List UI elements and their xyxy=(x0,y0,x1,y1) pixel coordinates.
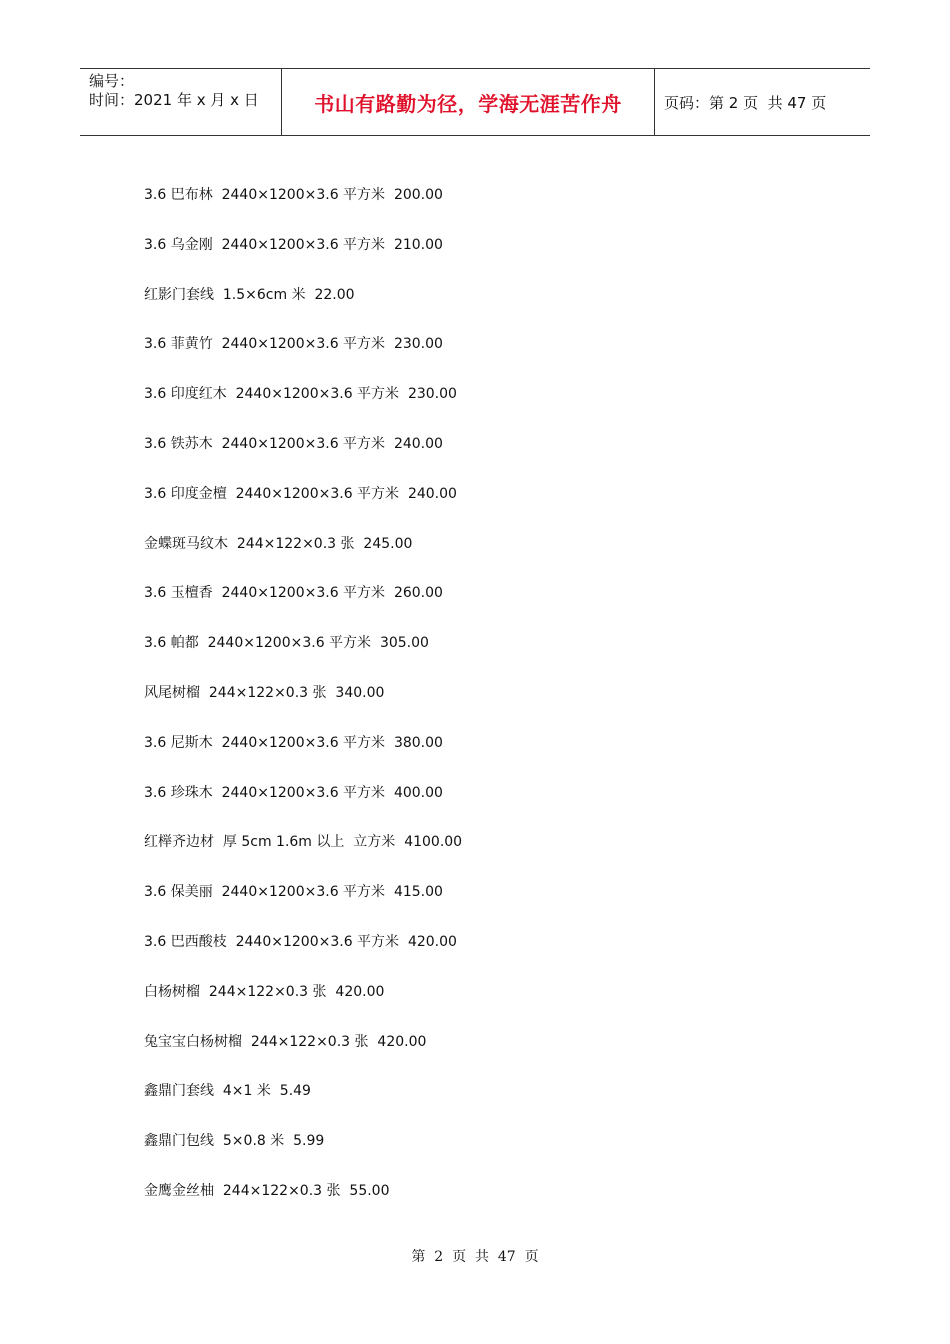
list-item: 红影门套线 1.5×6cm 米 22.00 xyxy=(144,286,355,303)
header-divider-right xyxy=(654,69,655,135)
page-footer: 第 2 页 共 47 页 xyxy=(411,1249,539,1265)
list-item: 红榉齐边材 厚 5cm 1.6m 以上 立方米 4100.00 xyxy=(144,834,463,851)
list-item: 白杨树榴 244×122×0.3 张 420.00 xyxy=(144,983,385,1000)
header-meta xyxy=(89,72,259,110)
list-item: 3.6 玉檀香 2440×1200×3.6 平方米 260.00 xyxy=(144,585,443,602)
list-item: 风尾树榴 244×122×0.3 张 340.00 xyxy=(144,684,385,701)
list-item: 3.6 巴西酸枝 2440×1200×3.6 平方米 420.00 xyxy=(144,933,457,950)
list-item: 3.6 印度金檀 2440×1200×3.6 平方米 240.00 xyxy=(144,485,457,502)
document-number-label: 编号： xyxy=(89,72,135,90)
list-item: 3.6 菲黄竹 2440×1200×3.6 平方米 230.00 xyxy=(144,336,443,353)
list-item: 3.6 铁苏木 2440×1200×3.6 平方米 240.00 xyxy=(144,435,443,452)
list-item: 3.6 巴布林 2440×1200×3.6 平方米 200.00 xyxy=(144,187,443,203)
header-motto: 书山有路勤为径，学海无涯苦作舟 xyxy=(314,91,622,116)
list-item: 金蝶斑马纹木 244×122×0.3 张 245.00 xyxy=(144,535,413,552)
list-item: 3.6 保美丽 2440×1200×3.6 平方米 415.00 xyxy=(144,884,443,901)
document-time-label: 时间：2021 年 x 月 x 日 xyxy=(89,91,259,109)
list-item: 3.6 印度红木 2440×1200×3.6 平方米 230.00 xyxy=(144,386,457,403)
list-item: 3.6 乌金刚 2440×1200×3.6 平方米 210.00 xyxy=(144,236,443,253)
list-item: 鑫鼎门套线 4×1 米 5.49 xyxy=(144,1083,311,1100)
list-item: 鑫鼎门包线 5×0.8 米 5.99 xyxy=(144,1133,325,1150)
list-item: 3.6 珍珠木 2440×1200×3.6 平方米 400.00 xyxy=(144,784,443,801)
list-item: 3.6 帕都 2440×1200×3.6 平方米 305.00 xyxy=(144,635,429,652)
list-item: 3.6 尼斯木 2440×1200×3.6 平方米 380.00 xyxy=(144,734,443,751)
list-item: 金鹰金丝柚 244×122×0.3 张 55.00 xyxy=(144,1182,390,1199)
header-page-info: 页码：第 2 页 共 47 页 xyxy=(664,93,827,112)
list-item: 兔宝宝白杨树榴 244×122×0.3 张 420.00 xyxy=(144,1033,427,1050)
page-header xyxy=(80,68,870,136)
price-list xyxy=(144,182,844,1228)
